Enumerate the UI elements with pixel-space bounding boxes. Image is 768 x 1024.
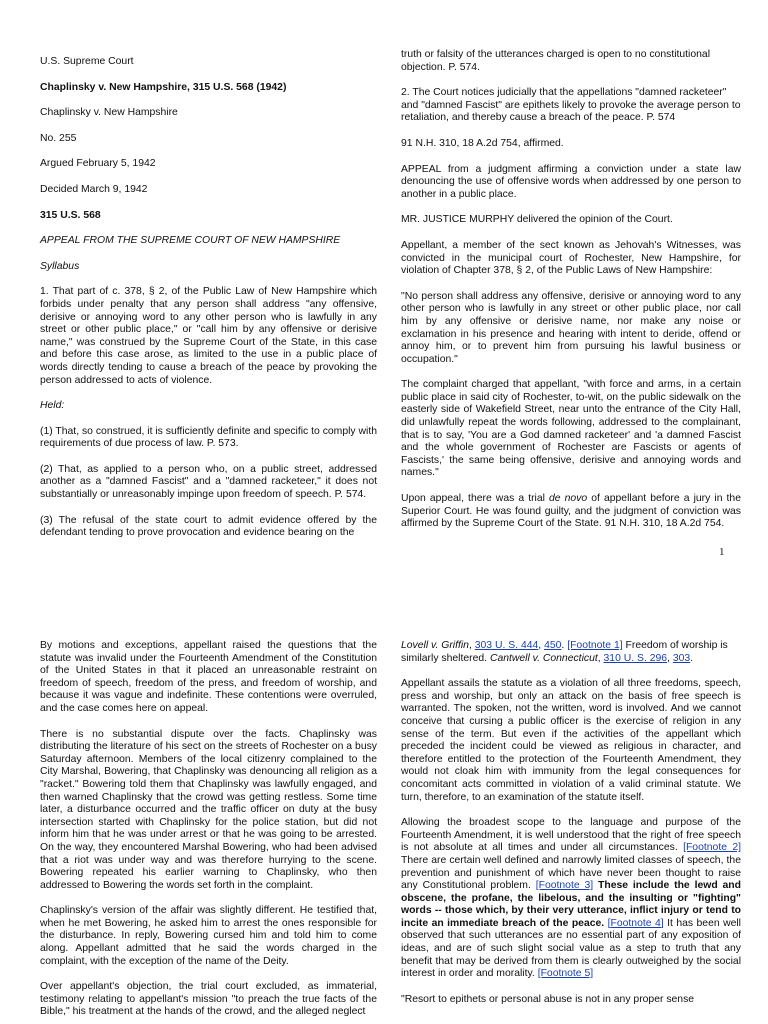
lovell-paragraph: Lovell v. Griffin, 303 U. S. 444, 450. [Footnote 1] Freedom of worship is similarly sheltered. Cantwell v. Connecticut, 310 U. S. 296, 303. bbox=[401, 640, 728, 664]
syllabus-heading: Syllabus bbox=[40, 260, 80, 272]
page2-right-column bbox=[401, 640, 741, 1019]
lovell-page-link[interactable]: 450 bbox=[544, 640, 562, 651]
upon-appeal-text-b: of appellant before a jury in the Superior Court. He was found guilty, and the judgment of conviction was affirmed by the Supreme Court of the State. 91 N.H. 310, 18 A.2d 754. bbox=[401, 493, 741, 530]
de-novo-text: de novo bbox=[549, 493, 588, 505]
lovell-cite-link[interactable]: 303 U. S. 444 bbox=[474, 640, 539, 651]
syllabus-paragraph-1: 1. That part of c. 378, § 2, of the Public Law of New Hampshire which forbids under penalty that any person shall address "any offensive, derisive or annoying word to any other person who is lawfully in any street or other public place," or "call him by any offensive or derisive name," was construed by the Supreme Court of the State, in this case and before this case arose, as limited to the use in a public place of words directly tending to cause a breach of the peace by provoking the person addressed to acts of violence. bbox=[40, 286, 377, 386]
footnote-1-link[interactable]: [Footnote 1] bbox=[567, 640, 623, 651]
case-title: Chaplinsky v. New Hampshire, 315 U.S. 568 (1942) bbox=[40, 81, 287, 93]
footnote-2-link[interactable]: [Footnote 2] bbox=[683, 842, 741, 854]
appellant-paragraph: Appellant, a member of the sect known as Jehovah's Witnesses, was convicted in the municipal court of Rochester, New Hampshire, for violation of Chapter 378, § 2, of the Public Laws of New Hampshire: bbox=[401, 239, 741, 277]
allowing-paragraph bbox=[401, 817, 741, 981]
footnote-5-link[interactable]: [Footnote 5] bbox=[537, 968, 594, 980]
motions-paragraph: By motions and exceptions, appellant raised the questions that the statute was invalid under the Fourteenth Amendment of the Constitution of the United States in that it placed an unreasonable restraint on freedom of speech, freedom of the press, and freedom of worship, and because it was vague and indefinite. These contentions were overruled, and the case comes here on appeal. bbox=[40, 640, 377, 714]
assails-paragraph: Appellant assails the statute as a violation of all three freedoms, speech, press and worship, but only an attack on the basis of free speech is warranted. The spoken, not the written, word is involved. And we cannot conceive that cursing a public officer is the exercise of religion in any sense of the term. But even if the activities of the appellant which preceded the incident could be viewed as religious in character, and therefore entitled to the protection of the Fourteenth Amendment, they would not cloak him with immunity from the legal consequences for concomitant acts committed in violation of a valid criminal statute. We turn, therefore, to an examination of the statute itself. bbox=[401, 678, 741, 803]
page1-right-column bbox=[401, 49, 741, 544]
cantwell-page-link[interactable]: 303 bbox=[672, 652, 691, 664]
footnote-3-link[interactable]: [Footnote 3] bbox=[535, 880, 594, 892]
footnote-4-link[interactable]: [Footnote 4] bbox=[607, 917, 664, 929]
upon-appeal-paragraph bbox=[401, 493, 741, 531]
opinion-delivered: MR. JUSTICE MURPHY delivered the opinion of the Court. bbox=[401, 214, 673, 226]
objection-paragraph: Over appellant's objection, the trial court excluded, as immaterial, testimony relating to appellant's mission "to preach the true facts of the Bible," his treatment at the hands of the crowd, and the alleged neglect bbox=[40, 981, 377, 1018]
case-name: Chaplinsky v. New Hampshire bbox=[40, 107, 178, 119]
docket-number: No. 255 bbox=[40, 132, 77, 144]
page-separator bbox=[0, 560, 768, 598]
syllabus-paragraph-2: 2. The Court notices judicially that the appellations "damned racketeer" and "damned Fascist" are epithets likely to provoke the average person to retaliation, and thereby cause a breach of the peace. P. 574 bbox=[401, 87, 741, 124]
statute-quote: "No person shall address any offensive, derisive or annoying word to any other person who is lawfully in any street or other public place, nor call him by any offensive or derisive name, nor make any noise or exclamation in his presence and hearing with intent to deride, offend or annoy him, or to prevent him from pursuing his lawful business or occupation." bbox=[401, 290, 741, 365]
cantwell-case-name: Cantwell v. Connecticut bbox=[489, 652, 598, 664]
resort-paragraph: "Resort to epithets or personal abuse is not in any proper sense bbox=[401, 993, 695, 1005]
upon-appeal-text-a: Upon appeal, there was a trial bbox=[401, 493, 550, 505]
dispute-paragraph: There is no substantial dispute over the facts. Chaplinsky was distributing the literature of his sect on the streets of Rochester on a busy Saturday afternoon. Members of the local citizenry complained to the City Marshal, Bowering, that Chaplinsky was denouncing all religion as a "racket." Bowering told them that Chaplinsky was lawfully engaged, and then warned Chaplinsky that the crowd was getting restless. Some time later, a disturbance occurred and the traffic officer on duty at the busy intersection started with Chaplinsky for the police station, but did not inform him that he was under arrest or that he was going to be arrested. On the way, they encountered Marshal Bowering, who had been advised that a riot was under way and was therefore hurrying to the scene. Bowering repeated his earlier warning to Chaplinsky, who then addressed to Bowering the words set forth in the complaint. bbox=[40, 728, 377, 891]
page1-left-column bbox=[40, 56, 377, 553]
affirmed-line: 91 N.H. 310, 18 A.2d 754, affirmed. bbox=[401, 137, 564, 149]
decided-date: Decided March 9, 1942 bbox=[40, 183, 148, 195]
lovell-text: Freedom of worship is similarly sheltered. bbox=[401, 640, 728, 664]
continued-paragraph: truth or falsity of the utterances charged is open to no constitutional objection. P. 574. bbox=[401, 49, 711, 73]
held-heading: Held: bbox=[40, 400, 65, 412]
court-name: U.S. Supreme Court bbox=[40, 56, 134, 67]
allowing-text-c: It has been well observed that such utterances are no essential part of any exposition of ideas, and are of such slight social value as a step to truth that any benefit that may be derived from them is clearly outweighed by the social interest in order and morality. bbox=[401, 917, 741, 980]
citation: 315 U.S. 568 bbox=[40, 209, 101, 221]
allowing-text-a: Allowing the broadest scope to the language and purpose of the Fourteenth Amendment, it is well understood that the right of free speech is not absolute at all times and under all circumstances. bbox=[401, 817, 741, 854]
document-page-2 bbox=[0, 598, 768, 1024]
appeal-from-heading: APPEAL FROM THE SUPREME COURT OF NEW HAMPSHIRE bbox=[40, 235, 341, 247]
held-paragraph-2: (2) That, as applied to a person who, on a public street, addressed another as a "damned Fascist" and a "damned racketeer," it does not substantially or unreasonably impinge upon freedom of speech. P. 574. bbox=[40, 463, 377, 501]
appeal-summary: APPEAL from a judgment affirming a conviction under a state law denouncing the use of offensive words when addressed by one person to another in a public place. bbox=[401, 163, 741, 200]
version-paragraph: Chaplinsky's version of the affair was slightly different. He testified that, when he met Bowering, he asked him to arrest the ones responsible for the disturbance. In reply, Bowering cursed him and told him to come along. Appellant admitted that he said the words charged in the complaint, with the exception of the name of the Deity. bbox=[40, 905, 377, 967]
held-paragraph-1: (1) That, so construed, it is sufficiently definite and specific to comply with requirements of due process of law. P. 573. bbox=[40, 425, 377, 450]
cantwell-cite-link[interactable]: 310 U. S. 296 bbox=[603, 652, 668, 664]
lovell-case-name: Lovell v. Griffin bbox=[401, 640, 469, 651]
argued-date: Argued February 5, 1942 bbox=[40, 158, 156, 170]
complaint-paragraph: The complaint charged that appellant, "with force and arms, in a certain public place in said city of Rochester, to-wit, on the public sidewalk on the easterly side of Wakefield Street, near unto the entrance of the City Hall, did unlawfully repeat the words following, addressed to the complainant, that is to say, 'You are a God damned racketeer' and 'a damned Fascist and the whole government of Rochester are Fascists or agents of Fascists,' the same being offensive, derisive and annoying words and names." bbox=[401, 379, 741, 479]
fighting-words-text: These include the lewd and obscene, the profane, the libelous, and the insulting or "fighting" words -- those which, by their very utterance, inflict injury or tend to incite an immediate breach of the peace. bbox=[401, 880, 741, 929]
page2-left-column bbox=[40, 640, 377, 1024]
allowing-text-b: There are certain well defined and narrowly limited classes of speech, the prevention and punishment of which have never been thought to raise any Constitutional problem. bbox=[401, 854, 741, 892]
held-paragraph-3: (3) The refusal of the state court to admit evidence offered by the defendant tending to prove provocation and evidence bearing on the bbox=[40, 514, 377, 539]
page-number: 1 bbox=[719, 546, 725, 558]
